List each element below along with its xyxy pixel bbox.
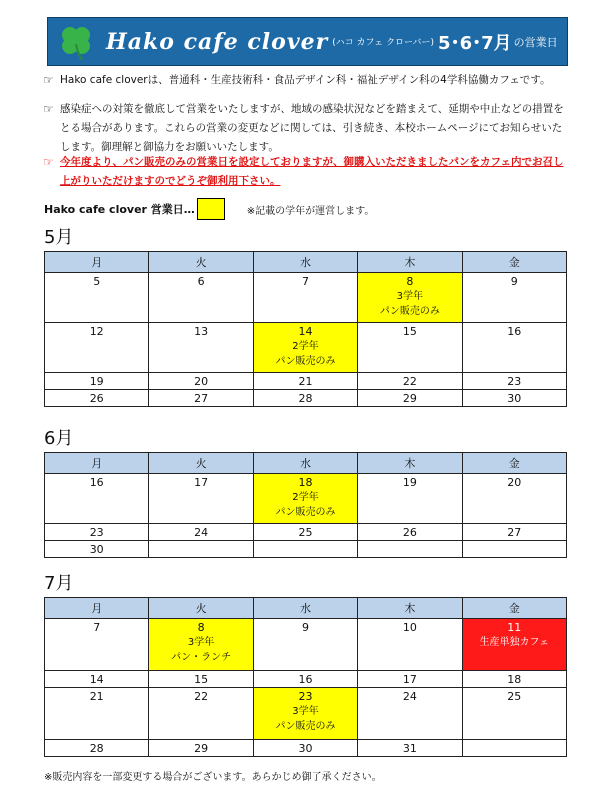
legend [44,198,374,220]
day-number: 16 [89,476,104,489]
day-cell [45,740,149,757]
pointing-hand-icon: ☞ [43,73,54,87]
clover-icon [56,22,96,62]
day-number: 7 [93,621,101,634]
week-row [45,619,567,671]
day-number: 7 [301,275,309,288]
day-cell [253,474,357,524]
day-grade-label: 3学年 [396,291,424,302]
weekday-header-row [45,252,567,273]
week-row [45,671,567,688]
day-cell [253,273,357,323]
day-cell [45,373,149,390]
day-cell [149,541,253,558]
calendar-may [44,251,567,407]
weekday-header: 木 [358,252,462,273]
day-number: 30 [507,392,522,405]
day-number: 11 [507,621,522,634]
day-cell [149,524,253,541]
week-row [45,273,567,323]
day-cell [253,619,357,671]
day-number: 18 [298,476,313,489]
day-cell [358,671,462,688]
day-cell [149,474,253,524]
day-cell [149,373,253,390]
day-number: 30 [298,742,313,755]
month-title-may: 5月 [44,227,74,248]
day-number: 15 [194,673,209,686]
day-grade-label: 2学年 [292,341,319,352]
day-number: 23 [298,690,313,703]
day-cell [358,688,462,740]
pointing-hand-icon: ☞ [43,155,54,169]
day-number: 21 [89,690,104,703]
day-cell [358,524,462,541]
day-cell [45,688,149,740]
pointing-hand-icon: ☞ [43,102,54,116]
day-sale-label: パン販売のみ [379,306,440,317]
day-cell [149,390,253,407]
banner-months: 5･6･7月 [438,32,512,54]
day-cell [45,671,149,688]
weekday-header: 金 [462,598,566,619]
legend-swatch [197,198,225,220]
weekday-header: 月 [45,598,149,619]
weekday-header: 水 [253,598,357,619]
banner-reading: (ハコ カフェ クローバー) [332,38,435,48]
day-cell [462,373,566,390]
week-row [45,390,567,407]
day-cell [149,740,253,757]
day-number: 18 [507,673,522,686]
week-row [45,740,567,757]
day-cell [45,524,149,541]
weekday-header: 木 [358,598,462,619]
day-cell [253,524,357,541]
notice-paragraph: ☞ 感染症への対策を徹底して営業をいたしますが、地域の感染状況などを踏まえて、延期や中止などの措置をとる場合があります。これらの営業の変更などに関しては、引き続き、本校ホームページにてお知らせいたします。御理解と御協力をお願いいたします。 [43,102,564,153]
day-grade-label: 生産単独カフェ [479,637,550,648]
day-cell [358,273,462,323]
banner-tail: の営業日 [513,35,558,49]
day-number: 22 [194,690,209,703]
day-number: 28 [298,392,313,405]
day-number: 9 [510,275,518,288]
day-cell [45,390,149,407]
day-sale-label: パン・ランチ [171,652,232,663]
day-cell [462,273,566,323]
day-cell [358,390,462,407]
weekday-header: 金 [462,252,566,273]
day-grade-label: 3学年 [292,706,319,717]
day-cell [45,541,149,558]
legend-note: ※記載の学年が運営します。 [246,205,375,217]
day-number: 12 [89,325,104,338]
weekday-header: 月 [45,453,149,474]
day-cell [462,740,566,757]
weekday-header: 水 [253,252,357,273]
day-cell [149,273,253,323]
day-cell [45,474,149,524]
day-cell [462,541,566,558]
weekday-header-row [45,598,567,619]
month-title-june: 6月 [44,428,74,449]
day-cell [358,323,462,373]
day-cell [149,323,253,373]
day-number: 9 [301,621,309,634]
legend-label: Hako cafe clover 営業日… [44,203,195,216]
day-number: 16 [298,673,313,686]
weekday-header-row [45,453,567,474]
day-cell [149,688,253,740]
day-number: 13 [194,325,209,338]
day-number: 22 [402,375,417,388]
day-cell [253,323,357,373]
day-number: 26 [402,526,417,539]
day-number: 19 [89,375,104,388]
title-banner [47,17,568,66]
day-number: 15 [402,325,417,338]
day-number: 29 [402,392,417,405]
day-number: 19 [402,476,417,489]
weekday-header: 火 [149,453,253,474]
week-row [45,323,567,373]
day-number: 16 [507,325,522,338]
week-row [45,474,567,524]
day-cell [253,688,357,740]
weekday-header: 月 [45,252,149,273]
day-cell [462,474,566,524]
day-cell [462,323,566,373]
day-cell [253,373,357,390]
day-cell [358,373,462,390]
week-row [45,688,567,740]
weekday-header: 火 [149,598,253,619]
day-cell [253,390,357,407]
day-number: 17 [194,476,209,489]
weekday-header: 金 [462,453,566,474]
day-sale-label: パン販売のみ [275,356,336,367]
day-cell [45,273,149,323]
day-cell [149,671,253,688]
day-number: 27 [507,526,522,539]
day-cell [462,671,566,688]
day-number: 20 [194,375,209,388]
day-cell [45,619,149,671]
week-row [45,541,567,558]
banner-title: Hako cafe clover [106,28,329,55]
day-number: 25 [298,526,313,539]
weekday-header: 木 [358,453,462,474]
day-sale-label: パン販売のみ [275,507,336,518]
day-cell [253,740,357,757]
week-row [45,524,567,541]
day-number: 6 [197,275,205,288]
day-number: 30 [89,543,104,556]
day-number: 8 [406,275,414,288]
day-number: 29 [194,742,209,755]
day-cell [358,619,462,671]
day-number: 24 [194,526,209,539]
day-number: 26 [89,392,104,405]
month-title-july: 7月 [44,573,74,594]
day-cell [462,619,566,671]
intro-paragraph: ☞ Hako cafe cloverは、普通科・生産技術科・食品デザイン科・福祉デザイン科の4学科協働カフェです。 [44,71,566,90]
day-number: 28 [89,742,104,755]
day-number: 31 [402,742,417,755]
day-grade-label: 2学年 [292,492,319,503]
weekday-header: 火 [149,252,253,273]
day-number: 20 [507,476,522,489]
day-number: 23 [89,526,104,539]
footnote: ※販売内容を一部変更する場合がございます。あらかじめ御了承ください。 [44,772,382,783]
day-cell [45,323,149,373]
day-number: 14 [298,325,313,338]
day-number: 10 [402,621,417,634]
day-number: 21 [298,375,313,388]
week-row [45,373,567,390]
day-number: 5 [93,275,101,288]
day-cell [253,671,357,688]
calendar-june [44,452,567,558]
day-cell [149,619,253,671]
day-number: 24 [402,690,417,703]
day-cell [462,688,566,740]
bread-notice-paragraph: ☞ 今年度より、パン販売のみの営業日を設定しておりますが、御購入いただきましたパンをカフェ内でお召し上がりいただけますのでどうぞ御利用下さい。 [43,155,564,187]
day-number: 23 [507,375,522,388]
day-cell [253,541,357,558]
day-number: 14 [89,673,104,686]
day-grade-label: 3学年 [187,637,215,648]
day-cell [462,390,566,407]
day-cell [358,474,462,524]
day-sale-label: パン販売のみ [275,721,336,732]
day-number: 27 [194,392,209,405]
calendar-july [44,597,567,757]
day-cell [358,541,462,558]
day-number: 25 [507,690,522,703]
day-cell [462,524,566,541]
weekday-header: 水 [253,453,357,474]
day-number: 17 [402,673,417,686]
day-number: 8 [197,621,205,634]
day-cell [358,740,462,757]
